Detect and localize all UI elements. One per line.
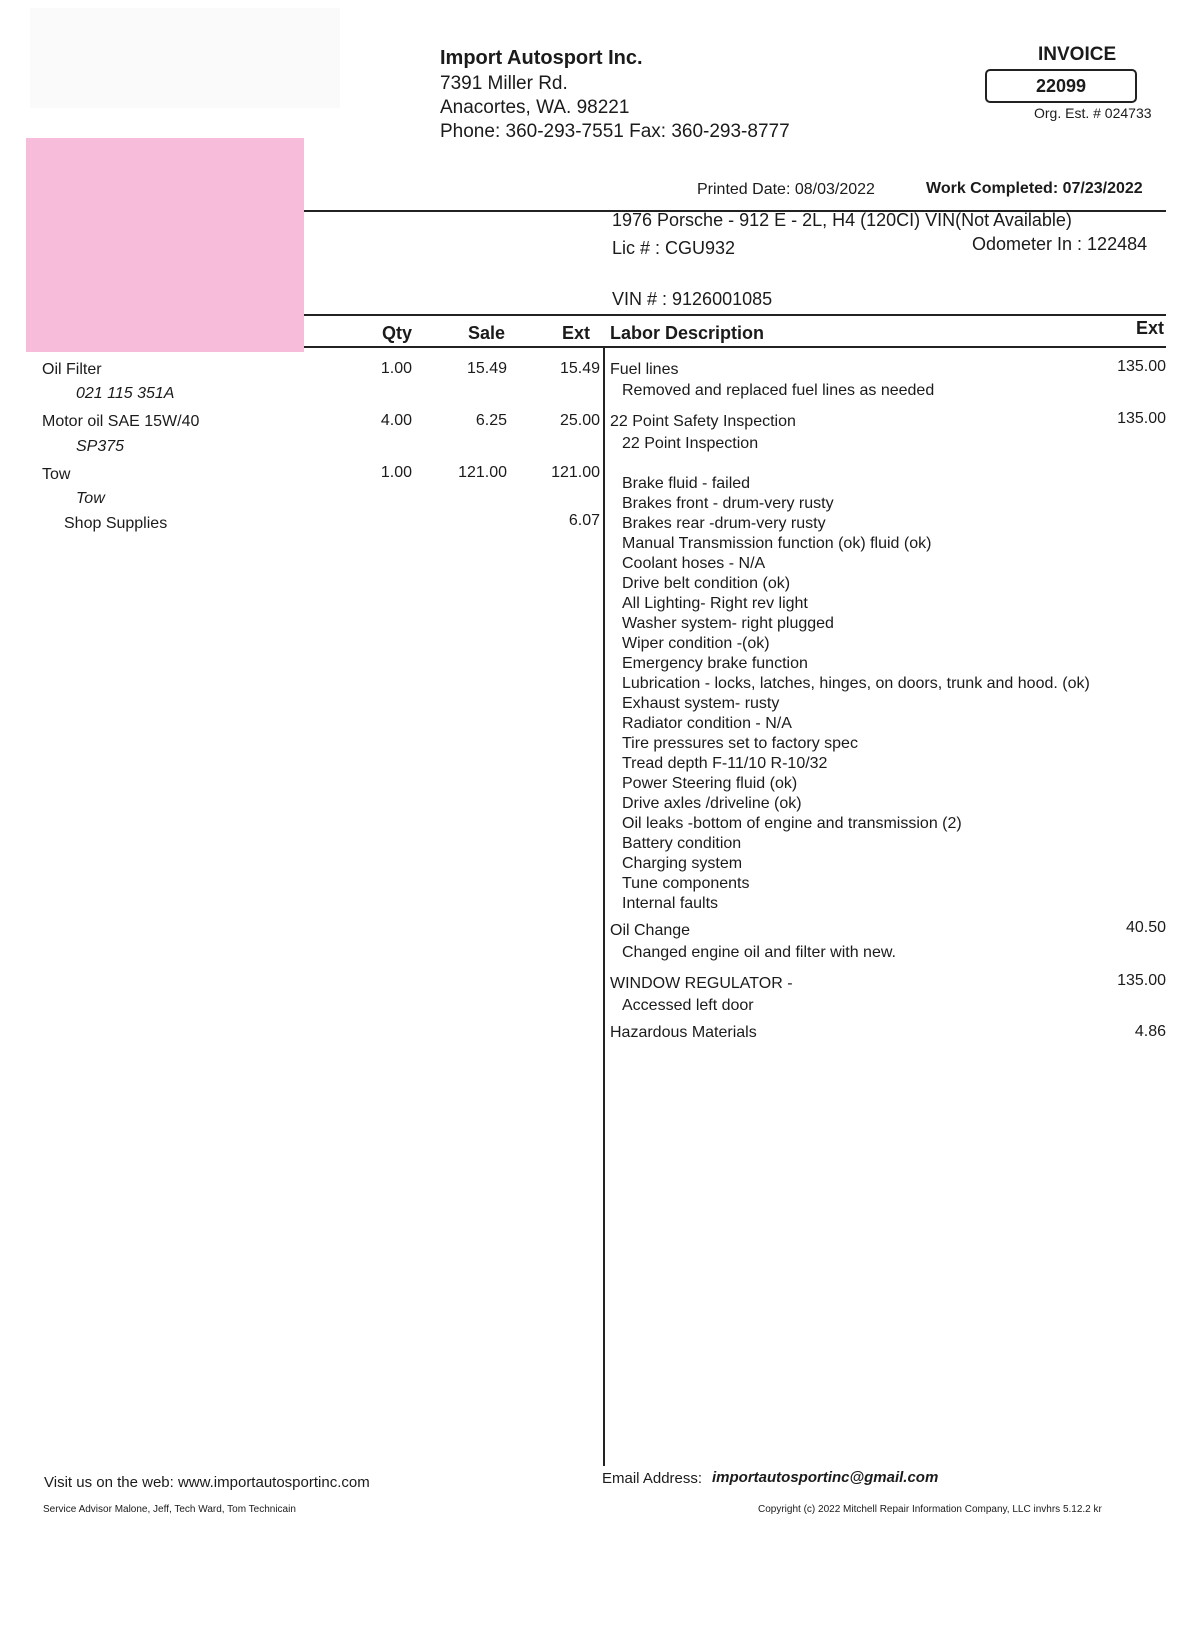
labor-title: Oil Change [610, 922, 691, 939]
part-number: SP375 [76, 438, 125, 455]
inspection-item: Oil leaks -bottom of engine and transmission (2) [622, 815, 962, 832]
faded-stamp-area [30, 8, 340, 108]
inspection-item: Brakes rear -drum-very rusty [622, 515, 826, 532]
inspection-item: Power Steering fluid (ok) [622, 775, 798, 792]
shop-supplies-label: Shop Supplies [64, 515, 168, 532]
col-header-qty: Qty [382, 323, 413, 343]
inspection-item: Coolant hoses - N/A [622, 555, 766, 572]
column-divider [603, 346, 605, 1466]
col-header-labor-description: Labor Description [610, 323, 765, 343]
service-advisor-tech: Service Advisor Malone, Jeff, Tech Ward, Tom Technicain [43, 1504, 296, 1515]
part-number: Tow [76, 490, 105, 507]
invoice-number: 22099 [985, 69, 1137, 103]
company-phone-fax: Phone: 360-293-7551 Fax: 360-293-8777 [440, 121, 790, 142]
inspection-item: Brake fluid - failed [622, 475, 751, 492]
license-number: Lic # : CGU932 [612, 238, 736, 258]
part-name: Motor oil SAE 15W/40 [42, 413, 200, 430]
labor-ext: 135.00 [1117, 358, 1166, 375]
copyright-notice: Copyright (c) 2022 Mitchell Repair Information Company, LLC invhrs 5.12.2 kr [758, 1504, 1102, 1515]
inspection-item: Tread depth F-11/10 R-10/32 [622, 755, 828, 772]
company-address-line1: 7391 Miller Rd. [440, 73, 568, 94]
labor-ext: 135.00 [1117, 972, 1166, 989]
footer-email-label: Email Address: [602, 1470, 703, 1487]
inspection-item: Tune components [622, 875, 750, 892]
part-ext: 121.00 [551, 464, 600, 481]
part-ext: 15.49 [559, 360, 600, 377]
labor-detail: Accessed left door [622, 997, 754, 1014]
col-header-labor-ext: Ext [1136, 318, 1165, 338]
divider-column-header [304, 346, 1166, 348]
labor-ext: 135.00 [1117, 410, 1166, 427]
inspection-item: Exhaust system- rusty [622, 695, 780, 712]
labor-title: 22 Point Safety Inspection [610, 413, 796, 430]
inspection-item: Tire pressures set to factory spec [622, 735, 858, 752]
part-qty: 4.00 [380, 412, 412, 429]
part-sale: 15.49 [466, 360, 507, 377]
labor-title: Fuel lines [610, 361, 679, 378]
labor-detail: 22 Point Inspection [622, 435, 759, 452]
vehicle-description: 1976 Porsche - 912 E - 2L, H4 (120CI) VIN(Not Available) [612, 210, 1072, 230]
inspection-item: All Lighting- Right rev light [622, 595, 808, 612]
divider-header [304, 314, 1166, 316]
inspection-item: Emergency brake function [622, 655, 808, 672]
inspection-item: Brakes front - drum-very rusty [622, 495, 834, 512]
footer-website: Visit us on the web: www.importautosportinc.com [44, 1474, 370, 1491]
inspection-item: Radiator condition - N/A [622, 715, 792, 732]
inspection-item: Lubrication - locks, latches, hinges, on doors, trunk and hood. (ok) [622, 675, 1090, 692]
org-est-number: Org. Est. # 024733 [1034, 105, 1152, 121]
part-name: Tow [42, 466, 71, 483]
inspection-item: Drive belt condition (ok) [622, 575, 791, 592]
inspection-item: Drive axles /driveline (ok) [622, 795, 802, 812]
work-completed-date: Work Completed: 07/23/2022 [926, 180, 1143, 197]
inspection-item: Washer system- right plugged [622, 615, 834, 632]
part-number: 021 115 351A [76, 385, 175, 402]
part-name: Oil Filter [42, 361, 102, 378]
company-name: Import Autosport Inc. [440, 47, 643, 69]
inspection-item: Charging system [622, 855, 743, 872]
company-address-line2: Anacortes, WA. 98221 [440, 97, 630, 118]
col-header-sale: Sale [468, 323, 506, 343]
printed-date: Printed Date: 08/03/2022 [697, 181, 875, 198]
labor-detail: Changed engine oil and filter with new. [622, 944, 896, 961]
inspection-item: Wiper condition -(ok) [622, 635, 770, 652]
odometer-in: Odometer In : 122484 [972, 234, 1148, 254]
labor-detail: Removed and replaced fuel lines as needed [622, 382, 935, 399]
labor-title: WINDOW REGULATOR - [610, 975, 793, 992]
inspection-item: Battery condition [622, 835, 742, 852]
labor-ext: 40.50 [1125, 919, 1166, 936]
inspection-item: Manual Transmission function (ok) fluid (ok) [622, 535, 932, 552]
inspection-item: Internal faults [622, 895, 719, 912]
vin-number: VIN # : 9126001085 [612, 289, 773, 309]
labor-ext: 4.86 [1134, 1023, 1166, 1040]
col-header-ext: Ext [562, 323, 591, 343]
invoice-label: INVOICE [1038, 44, 1117, 65]
part-sale: 6.25 [475, 412, 507, 429]
labor-title: Hazardous Materials [610, 1024, 757, 1041]
shop-supplies-ext: 6.07 [568, 512, 600, 529]
part-qty: 1.00 [380, 360, 412, 377]
footer-email: importautosportinc@gmail.com [712, 1469, 939, 1486]
part-qty: 1.00 [380, 464, 412, 481]
part-ext: 25.00 [559, 412, 600, 429]
pink-sticky-note [26, 138, 304, 352]
part-sale: 121.00 [458, 464, 507, 481]
